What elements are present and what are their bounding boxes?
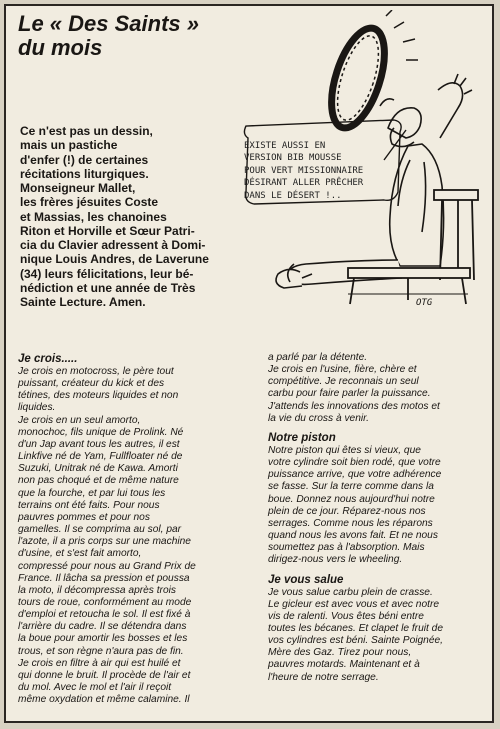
magazine-page	[4, 4, 494, 723]
speech-line: EXISTE AUSSI EN	[244, 141, 326, 151]
text-line: d'usine, et s'est fait amorto,	[18, 548, 142, 560]
text-line: se fasse. Sur la terre comme dans la	[268, 481, 434, 493]
cartoon-signature: OTG	[416, 298, 433, 308]
text-line: compressé pour nous au Grand Prix de	[18, 560, 196, 572]
text-line: quand nous les avons fait. Et ne nous	[268, 530, 438, 542]
text-line: boue. Donnez nous aujourd'hui notre	[268, 493, 435, 505]
text-line: Je crois en un seul amorto,	[18, 414, 141, 426]
text-line: la moto, il décompressa après trois	[18, 584, 176, 596]
intro-line: récitations liturgiques.	[20, 166, 149, 181]
section-heading-je-crois: Je crois.....	[18, 353, 78, 365]
intro-line: nique Louis Andres, de Laverune	[20, 252, 209, 267]
text-line: tétines, des moteurs liquides et non	[18, 390, 179, 402]
text-line: terrains ont été faits. Pour nous	[18, 499, 160, 511]
text-line: a parlé par la détente.	[268, 352, 368, 363]
text-line: d'emploi et retoucha le sol. Il est fixé à	[18, 609, 191, 621]
intro-line: Sainte Lecture. Amen.	[20, 295, 146, 310]
text-line: France. Il lâcha sa pression et poussa	[18, 572, 190, 584]
text-line: d'un Jap avant tous les autres, il est	[18, 438, 180, 450]
text-line: l'azote, il a pris corps sur une machine	[18, 536, 191, 548]
text-line: Je vous salue carbu plein de crasse.	[268, 586, 433, 598]
text-line: Mère des Gaz. Tirez pour nous,	[268, 647, 412, 659]
intro-line: d'enfer (!) de certaines	[20, 152, 149, 167]
intro-line: Monseigneur Mallet,	[20, 181, 136, 196]
title-line-2: du mois	[18, 35, 103, 60]
text-line: monochoc, fils unique de Prolink. Né	[18, 426, 184, 438]
intro-line: et Massias, les chanoines	[20, 209, 167, 224]
text-line: toutes les bécanes. Et clapet le fruit de	[268, 622, 443, 634]
text-line: J'attends les innovations des motos et	[268, 400, 440, 412]
text-line: plein de ce jour. Réparez-nous nos	[268, 505, 426, 517]
text-line: qui donne le bruit. Il procède de l'air et	[18, 669, 191, 681]
text-line: trous, et son règne n'aura pas de fin.	[18, 645, 184, 657]
article-title	[18, 12, 199, 60]
intro-line: Riton et Horville et Sœur Patri-	[20, 224, 195, 239]
left-column	[18, 352, 258, 706]
text-line: l'arrière du cadre. Il se détendra dans	[18, 621, 187, 633]
text-line: compétitive. Je reconnais un seul	[268, 376, 419, 388]
text-line: même oxydation et même calamine. Il	[18, 694, 190, 706]
intro-paragraph-tail	[20, 238, 320, 309]
text-line: la vie du cross à venir.	[268, 412, 369, 424]
intro-line: les frères jésuites Coste	[20, 195, 159, 210]
text-line: carbu pour faire parler la puissance.	[268, 388, 431, 400]
intro-line: Ce n'est pas un dessin,	[20, 124, 153, 138]
speech-line: DÉSIRANT ALLER PRÊCHER	[244, 178, 364, 189]
text-line: Linkfive né de Yam, Fullfloater né de	[18, 451, 183, 463]
speech-bubble-text	[244, 140, 376, 202]
text-line: serrages. Comme nous les réparons	[268, 517, 433, 529]
text-line: la boue pour amortir les bosses et les	[18, 633, 188, 645]
section-heading-notre-piston: Notre piston	[268, 431, 336, 444]
text-line: Je crois en motocross, le père tout	[18, 366, 174, 377]
speech-line: DANS LE DÉSERT !..	[244, 190, 342, 201]
intro-line: mais un pastiche	[20, 138, 118, 153]
text-line: Notre piston qui êtes si vieux, que	[268, 444, 421, 456]
text-line: Le gicleur est avec vous et avec notre	[268, 598, 440, 610]
intro-line: cia du Clavier adressent à Domi-	[20, 238, 206, 252]
intro-line: (34) leurs félicitations, leur bé-	[20, 266, 194, 281]
intro-line: nédiction et une année de Très	[20, 280, 196, 295]
title-line-1: Le « Des Saints »	[18, 11, 199, 36]
text-line: votre cylindre soit bien rodé, que votre	[268, 457, 441, 469]
text-line: tours de roue, conformément au mode	[18, 596, 192, 608]
text-line: vos cylindres est béni. Sainte Poignée,	[268, 635, 443, 647]
text-line: l'heure de notre serrage.	[268, 671, 379, 683]
text-line: du mol. Avec le mol et l'air il reçoit	[18, 682, 172, 694]
speech-line: VERSION BIB MOUSSE	[244, 153, 342, 164]
text-line: dirigez-nous vers le wheeling.	[268, 554, 403, 566]
text-line: liquides.	[18, 402, 56, 414]
text-line: que la fourche, et par lui tous les	[18, 487, 166, 499]
text-line: Je crois en filtre à air qui est huilé et	[18, 657, 181, 669]
speech-line: POUR VERT MISSIONNAIRE	[244, 165, 364, 176]
text-line: pauvres pommes et pour nos	[18, 511, 150, 523]
text-line: non pas choqué et de même nature	[18, 475, 179, 487]
text-line: gamelles. Il se comprima au sol, par	[18, 524, 182, 536]
text-line: Je crois en l'usine, fière, chère et	[268, 364, 417, 376]
text-line: puissant, créateur du kick et des	[18, 378, 165, 390]
right-column	[268, 352, 490, 684]
intro-paragraph	[20, 124, 252, 238]
text-line: soumettez pas à l'absorption. Mais	[268, 542, 425, 554]
text-line: vis de ralenti. Vous êtes béni entre	[268, 610, 424, 622]
section-heading-je-vous-salue: Je vous salue	[268, 573, 344, 586]
text-line: pauvres motards. Maintenant et à	[268, 659, 420, 671]
text-line: Suzuki, Unitrak né de Kawa. Amorti	[18, 463, 178, 475]
text-line: puissance arrive, que votre adhérence	[268, 469, 442, 481]
